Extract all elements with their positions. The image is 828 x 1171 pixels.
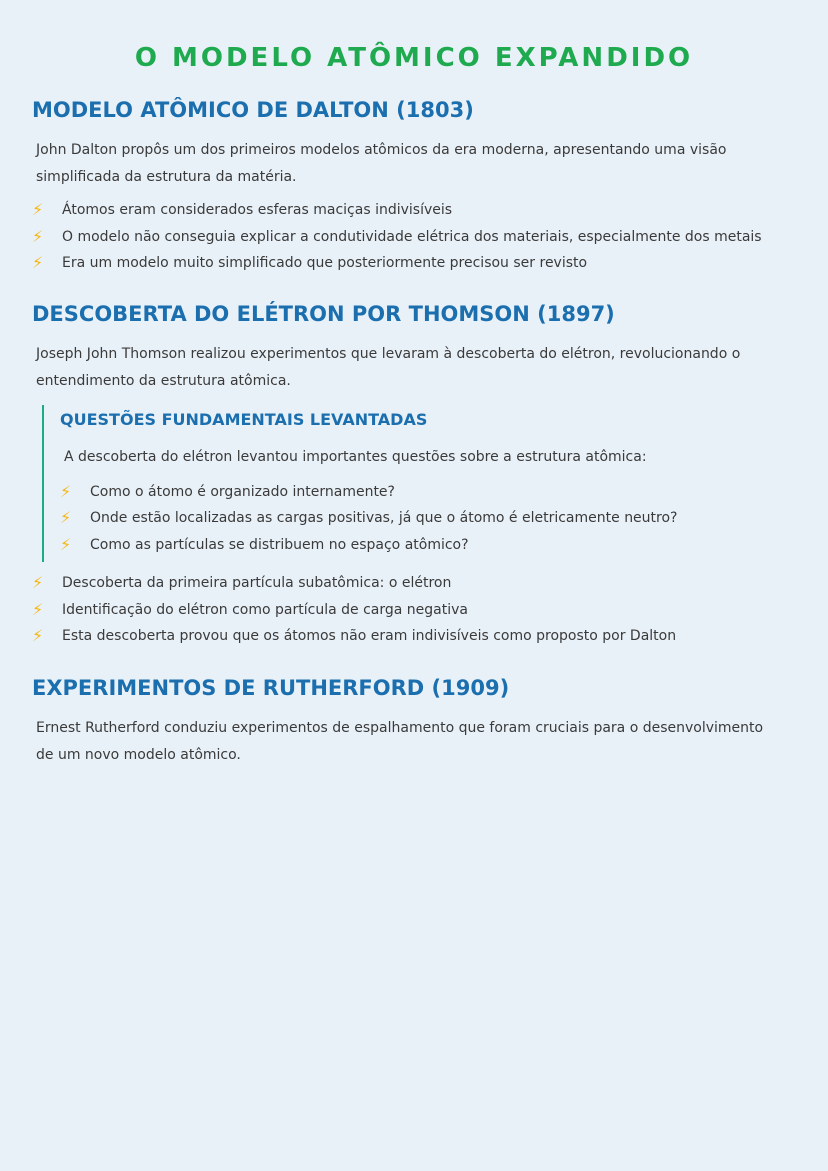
list-item <box>60 479 796 506</box>
paragraph-line: John Dalton propôs um dos primeiros modelos atômicos da era moderna, apresentando uma visão <box>36 142 727 158</box>
lightning-bolt-icon: ⚡ <box>32 200 44 220</box>
lightning-bolt-icon: ⚡ <box>60 508 72 528</box>
list-item <box>32 597 796 624</box>
bullet-text: Átomos eram considerados esferas maciças indivisíveis <box>62 202 453 218</box>
section-dalton <box>32 96 796 277</box>
lightning-bolt-icon: ⚡ <box>60 481 72 501</box>
section-paragraph <box>32 715 796 769</box>
subsection-heading: QUESTÕES FUNDAMENTAIS LEVANTADAS <box>60 409 428 429</box>
lightning-bolt-icon: ⚡ <box>32 599 44 619</box>
bullet-text: Como o átomo é organizado internamente? <box>90 483 395 500</box>
bullet-text: Identificação do elétron como partícula de carga negativa <box>62 601 468 618</box>
bullet-text: Esta descoberta provou que os átomos não eram indivisíveis como proposto por Dalton <box>62 628 677 644</box>
section-heading: DESCOBERTA DO ELÉTRON POR THOMSON (1897) <box>32 301 615 326</box>
list-item <box>32 623 796 650</box>
list-item <box>32 250 796 277</box>
list-item <box>32 197 796 224</box>
bullet-text: Como as partículas se distribuem no espaço atômico? <box>90 536 469 553</box>
subsection-questions <box>42 405 796 563</box>
lightning-bolt-icon: ⚡ <box>32 226 44 246</box>
section-paragraph <box>32 341 796 395</box>
lightning-bolt-icon: ⚡ <box>32 253 44 273</box>
lightning-bolt-icon: ⚡ <box>60 534 72 554</box>
section-heading: EXPERIMENTOS DE RUTHERFORD (1909) <box>32 675 510 700</box>
paragraph-line: entendimento da estrutura atômica. <box>36 372 291 389</box>
bullet-list <box>32 570 796 650</box>
list-item <box>32 570 796 597</box>
bullet-text: O modelo não conseguia explicar a condutividade elétrica dos materiais, especialmente dos metais <box>62 228 762 245</box>
list-item <box>60 505 796 532</box>
bullet-list <box>32 197 796 277</box>
subsection-paragraph: A descoberta do elétron levantou importantes questões sobre a estrutura atômica: <box>64 448 647 465</box>
list-item <box>60 532 796 559</box>
section-thomson <box>32 300 796 650</box>
paragraph-line: de um novo modelo atômico. <box>36 746 241 763</box>
lightning-bolt-icon: ⚡ <box>32 626 44 646</box>
paragraph-line: Joseph John Thomson realizou experimentos que levaram à descoberta do elétron, revolucionando o <box>36 345 741 362</box>
section-rutherford <box>32 674 796 769</box>
list-item <box>32 224 796 251</box>
document-title: O MODELO ATÔMICO EXPANDIDO <box>134 43 694 73</box>
section-heading: MODELO ATÔMICO DE DALTON (1803) <box>32 98 474 122</box>
bullet-list <box>60 479 796 563</box>
lightning-bolt-icon: ⚡ <box>32 573 44 593</box>
bullet-text: Onde estão localizadas as cargas positivas, já que o átomo é eletricamente neutro? <box>90 510 678 526</box>
paragraph-line: Ernest Rutherford conduziu experimentos de espalhamento que foram cruciais para o desenvolvimento <box>36 719 764 736</box>
bullet-text: Descoberta da primeira partícula subatômica: o elétron <box>62 575 452 591</box>
section-paragraph <box>32 137 796 191</box>
paragraph-line: simplificada da estrutura da matéria. <box>36 169 297 185</box>
bullet-text: Era um modelo muito simplificado que posteriormente precisou ser revisto <box>62 255 588 271</box>
